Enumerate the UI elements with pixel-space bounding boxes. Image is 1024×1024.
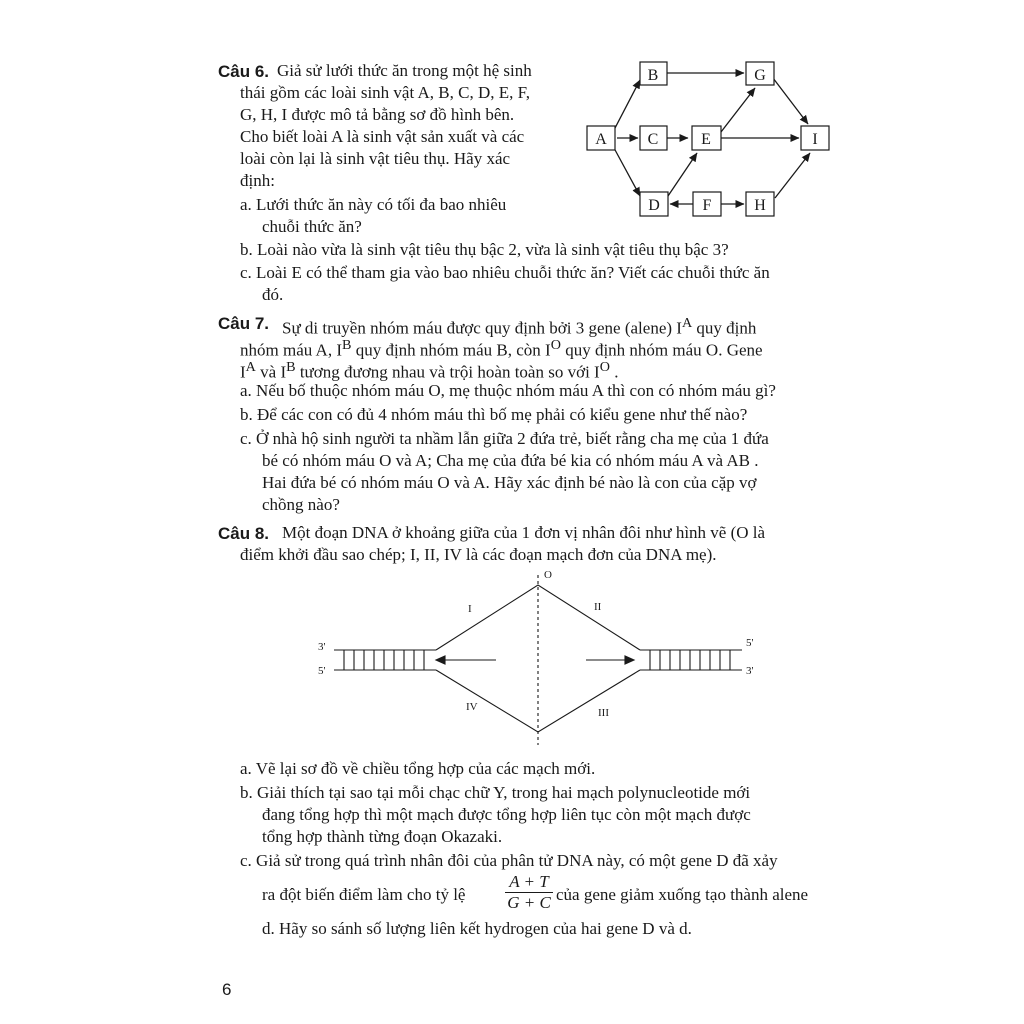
left-bottom-end-label: 5' <box>318 665 326 677</box>
arrow-a-b <box>614 80 640 130</box>
node-h: H <box>754 197 766 214</box>
q8-d: d. Hãy so sánh số lượng liên kết hydrogen của hai gene D và d. <box>262 919 692 938</box>
node-e: E <box>701 131 711 148</box>
q6-line: thái gồm các loài sinh vật A, B, C, D, E, F, <box>240 83 530 102</box>
left-top-end-label: 3' <box>318 641 326 653</box>
q7-b: b. Để các con có đủ 4 nhóm máu thì bố mẹ phải có kiểu gene như thế nào? <box>240 405 748 424</box>
q6-b: b. Loài nào vừa là sinh vật tiêu thụ bậc 2, vừa là sinh vật tiêu thụ bậc 3? <box>240 240 729 259</box>
q8-c-post: của gene giảm xuống tạo thành alene <box>556 885 809 904</box>
q8-c-pre: ra đột biến điểm làm cho tỷ lệ <box>262 885 466 904</box>
left-fork-arrowhead <box>436 656 445 664</box>
q7-label: Câu 7. <box>218 314 270 333</box>
arrow-a-d <box>614 148 640 196</box>
q7-line-3: $I^A$ và $I^B$ tương đương nhau và trội hoàn toàn so với $I^O$ . <box>240 359 619 382</box>
node-d: D <box>648 197 660 214</box>
ratio-fraction <box>505 872 553 913</box>
q6-line: Giả sử lưới thức ăn trong một hệ sinh <box>277 61 532 80</box>
q8-b-line: đang tổng hợp thì một mạch được tổng hợp liên tục còn một mạch được <box>262 805 751 824</box>
page-number: 6 <box>222 980 232 999</box>
q6-a-line: chuỗi thức ăn? <box>262 217 362 236</box>
q8-line: điểm khởi đầu sao chép; I, II, IV là các đoạn mạch đơn của DNA mẹ). <box>240 545 717 564</box>
q8-c-line-1: c. Giả sử trong quá trình nhân đôi của phân tử DNA này, có một gene D đã xảy <box>240 851 778 870</box>
right-top-end-label: 5' <box>746 637 754 649</box>
base-pair-rungs <box>344 650 730 670</box>
q6-c-line: c. Loài E có thể tham gia vào bao nhiêu chuỗi thức ăn? Viết các chuỗi thức ăn <box>240 263 770 282</box>
q7-line-2: nhóm máu A, $I^B$ quy định nhóm máu B, còn $I^O$ quy định nhóm máu O. Gene <box>240 337 763 360</box>
q8-line: Một đoạn DNA ở khoảng giữa của 1 đơn vị nhân đôi như hình vẽ (O là <box>282 523 766 542</box>
q8-a: a. Vẽ lại sơ đồ về chiều tổng hợp của các mạch mới. <box>240 759 596 778</box>
right-fork-arrowhead <box>625 656 634 664</box>
q7-c-line: Hai đứa bé có nhóm máu O và A. Hãy xác định bé nào là con của cặp vợ <box>262 473 757 492</box>
q7-a: a. Nếu bố thuộc nhóm máu O, mẹ thuộc nhóm máu A thì con có nhóm máu gì? <box>240 381 776 400</box>
q8-label: Câu 8. <box>218 524 270 543</box>
fraction-numerator: A + T <box>509 872 549 891</box>
node-f: F <box>702 197 712 214</box>
node-c: C <box>647 131 659 148</box>
origin-label: O <box>544 569 552 581</box>
node-g: G <box>754 67 766 84</box>
q8-b-line: b. Giải thích tại sao tại mỗi chạc chữ Y, trong hai mạch polynucleotide mới <box>240 783 751 802</box>
dna-replication-diagram <box>310 560 770 750</box>
q7-c-line: c. Ở nhà hộ sinh người ta nhầm lẫn giữa 2 đứa trẻ, biết rằng cha mẹ của 1 đứa <box>240 429 769 448</box>
strand-ii-label: II <box>594 601 602 613</box>
food-web-diagram <box>580 55 840 230</box>
arrow-h-i <box>775 153 810 198</box>
q7-c-line: chồng nào? <box>262 495 340 514</box>
q6-line: G, H, I được mô tả bằng sơ đồ hình bên. <box>240 105 515 124</box>
node-b: B <box>647 67 659 84</box>
strand-iv-label: IV <box>466 701 478 713</box>
strand-iii-label: III <box>598 707 609 719</box>
fraction-denominator: G + C <box>505 892 553 913</box>
strand-i-label: I <box>468 603 472 615</box>
right-bottom-end-label: 3' <box>746 665 754 677</box>
arrow-d-e <box>668 153 697 196</box>
q8-b-line: tổng hợp thành từng đoạn Okazaki. <box>262 827 503 846</box>
node-i: I <box>812 131 818 148</box>
node-a: A <box>595 131 607 148</box>
arrow-g-i <box>773 78 808 124</box>
q6-line: Cho biết loài A là sinh vật sản xuất và các <box>240 127 525 146</box>
q7-line-1: Sự di truyền nhóm máu được quy định bởi 3 gene (alene) $I^A$ quy định <box>282 315 757 338</box>
q6-a-line: a. Lưới thức ăn này có tối đa bao nhiêu <box>240 195 507 214</box>
q6-c-line: đó. <box>262 285 284 304</box>
arrow-e-g <box>721 88 755 132</box>
q6-line: định: <box>240 171 275 190</box>
q6-label: Câu 6. <box>218 62 270 81</box>
q6-line: loài còn lại là sinh vật tiêu thụ. Hãy xác <box>240 149 511 168</box>
q7-c-line: bé có nhóm máu O và A; Cha mẹ của đứa bé kia có nhóm máu A và AB . <box>262 451 759 470</box>
